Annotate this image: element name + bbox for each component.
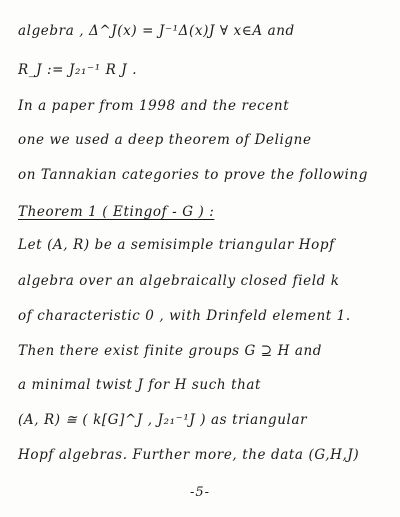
text-line-12: Hopf algebras. Further more, the data (G,H,J) <box>18 447 360 463</box>
text-line-5: on Tannakian categories to prove the following <box>18 167 368 183</box>
text-line-6: Let (A, R) be a semisimple triangular Hopf <box>18 237 335 253</box>
text-line-4: one we used a deep theorem of Deligne <box>18 132 312 148</box>
text-line-8: of characteristic 0 , with Drinfeld element 1. <box>18 308 351 324</box>
text-line-1: algebra , Δ^J(x) = J⁻¹Δ(x)J ∀ x∈A and <box>18 23 295 39</box>
page-number: -5- <box>189 485 211 500</box>
text-line-9: Then there exist finite groups G ⊇ H and <box>18 343 323 359</box>
text-line-3: In a paper from 1998 and the recent <box>18 98 290 114</box>
text-line-11: (A, R) ≅ ( k[G]^J , J₂₁⁻¹J ) as triangular <box>18 412 308 428</box>
text-line-7: algebra over an algebraically closed field k <box>18 273 340 289</box>
theorem-heading: Theorem 1 ( Etingof - G ) : <box>18 204 215 220</box>
text-line-2: R_J := J₂₁⁻¹ R J . <box>18 62 138 78</box>
text-line-10: a minimal twist J for H such that <box>18 377 262 393</box>
